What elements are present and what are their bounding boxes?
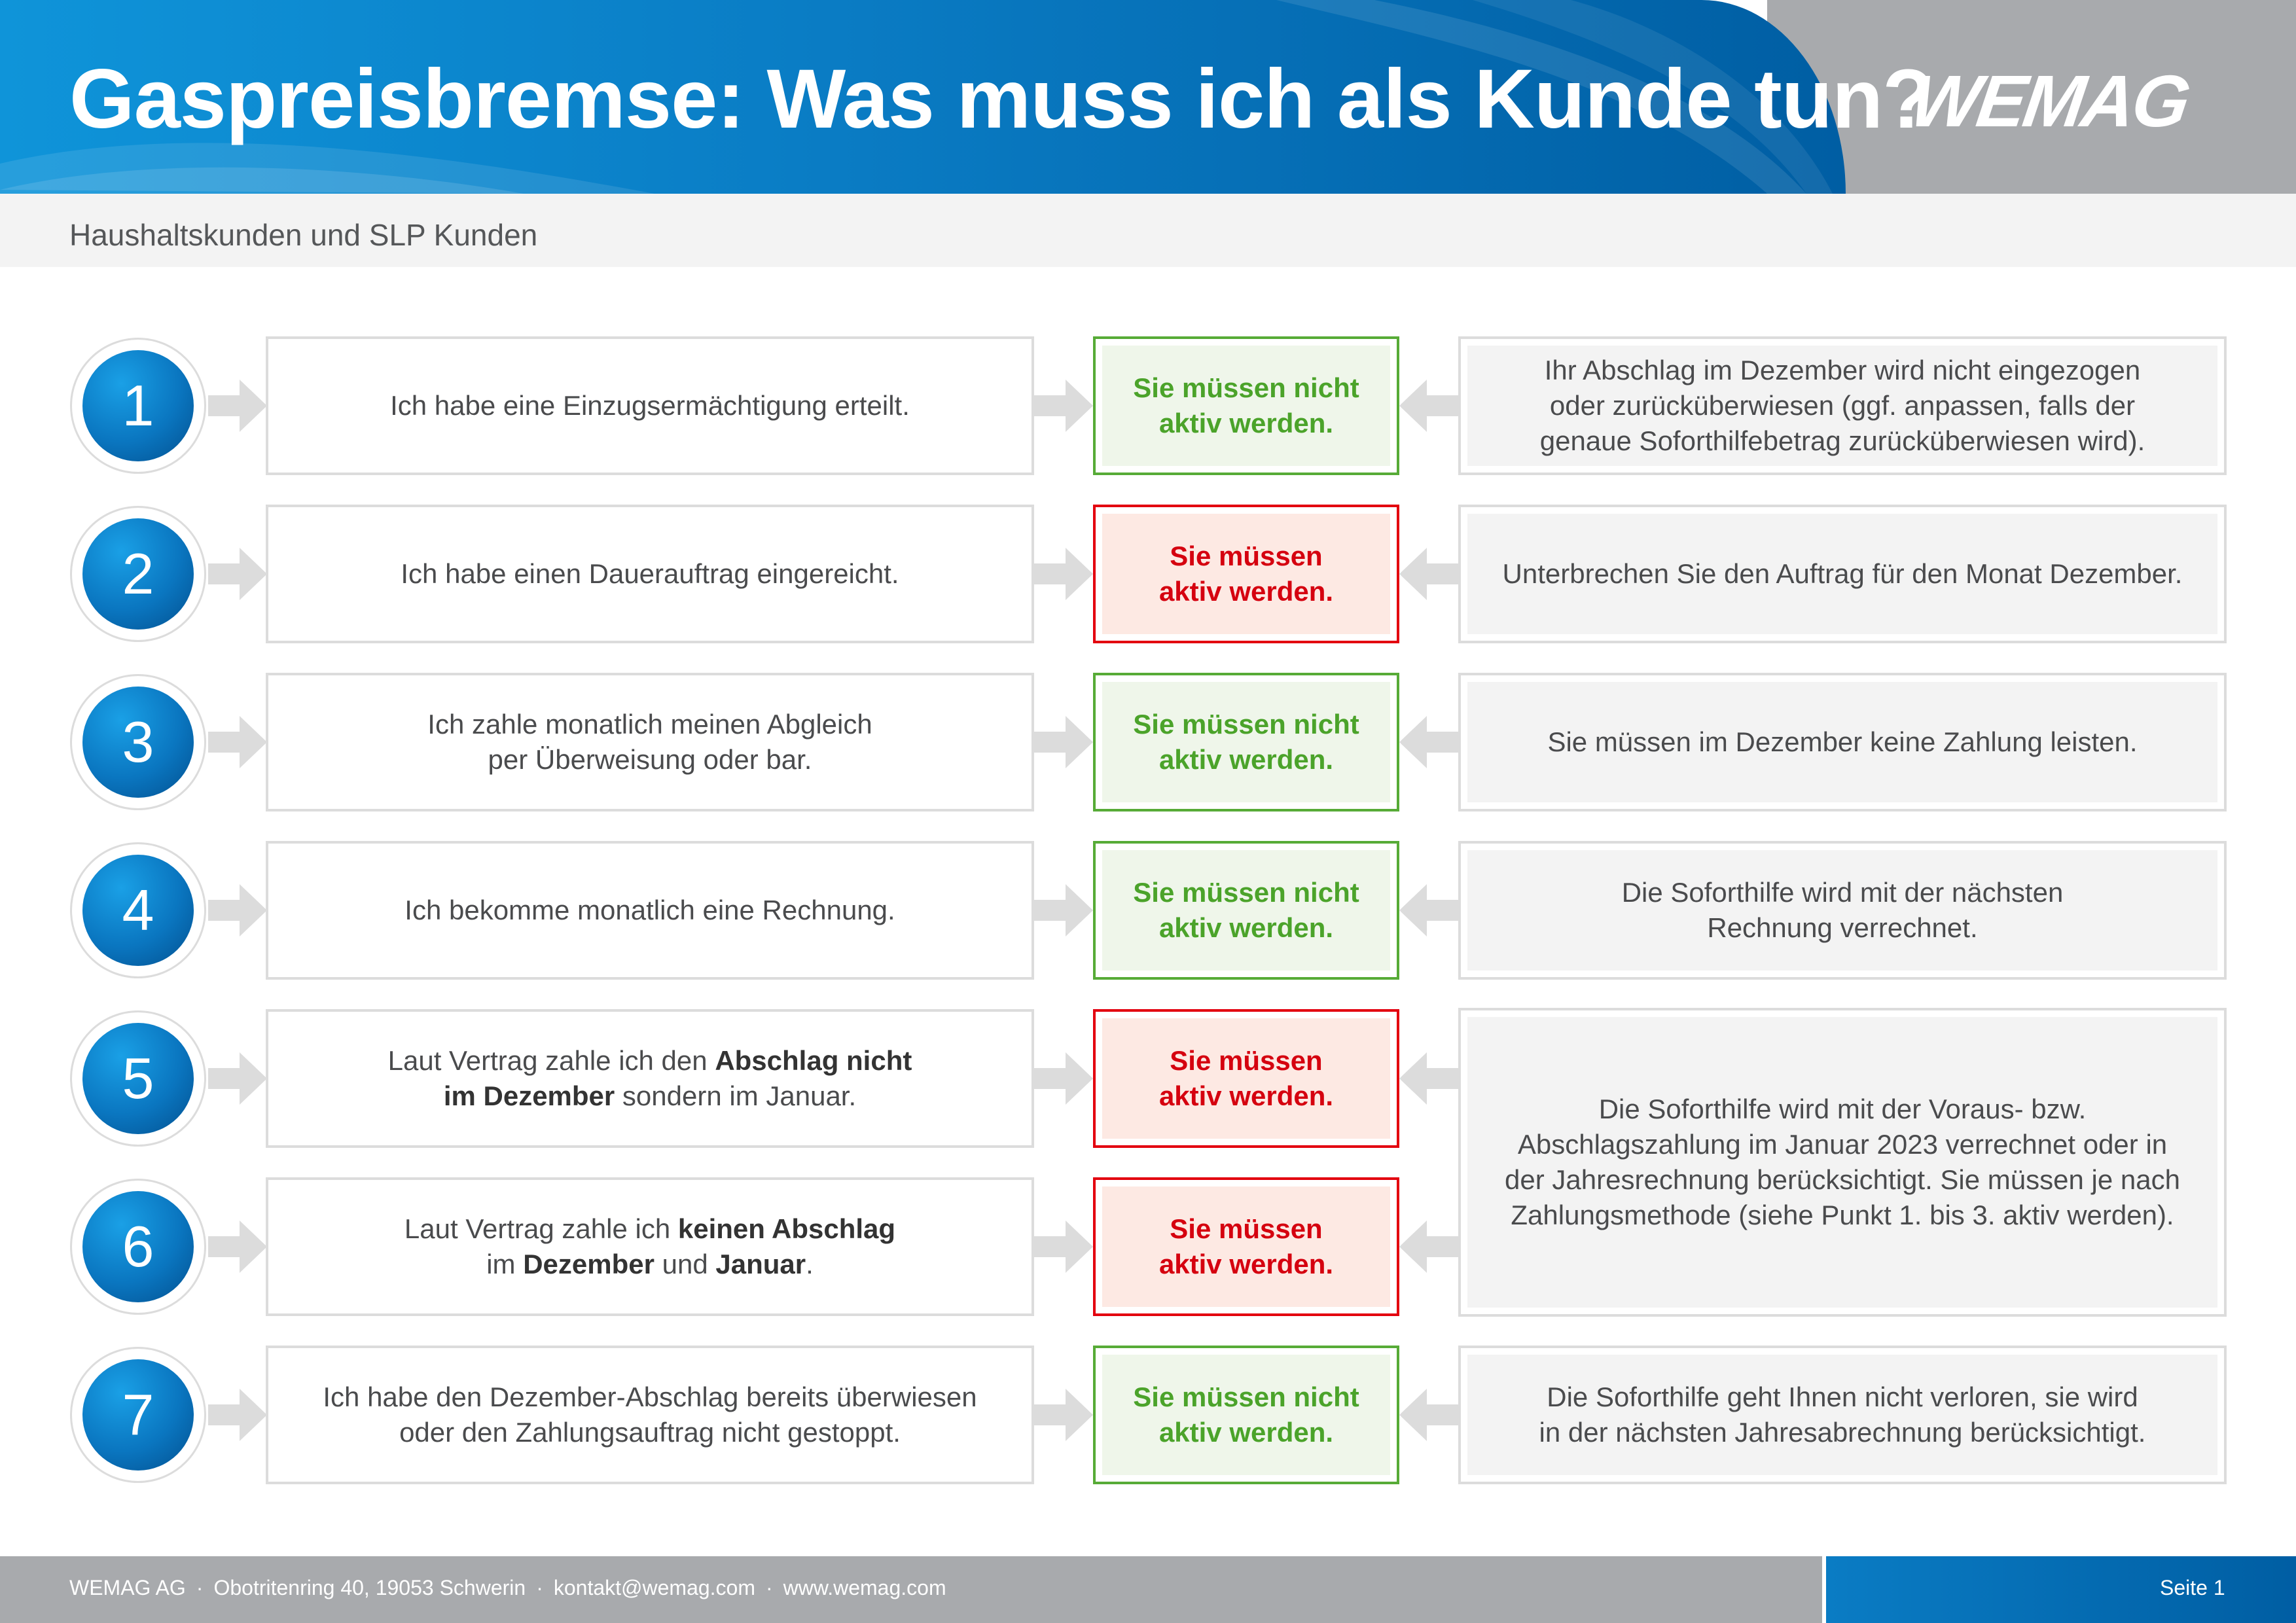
text-line: aktiv werden.: [1158, 408, 1334, 438]
arrow-right-icon: [1034, 1052, 1093, 1105]
note-text: [1467, 850, 2217, 971]
note-box: [1458, 336, 2227, 475]
text-line: aktiv werden.: [1158, 1080, 1334, 1111]
text-fragment: Laut Vertrag zahle ich: [404, 1213, 678, 1244]
footer-address: Obotritenring 40, 19053 Schwerin: [213, 1576, 526, 1599]
note-text: [1467, 682, 2217, 802]
arrow-left-icon: [1399, 1389, 1458, 1441]
emphasis-text: Januar: [715, 1249, 806, 1279]
text-line: aktiv werden.: [1158, 744, 1334, 775]
situation-box: [266, 1346, 1034, 1484]
arrow-right-icon: [208, 884, 267, 936]
emphasis-text: im Dezember: [443, 1080, 615, 1111]
step-row-1: [0, 336, 2296, 475]
arrow-right-icon: [208, 380, 267, 432]
text-line: Rechnung verrechnet.: [1707, 912, 1978, 943]
text-line: Ich zahle monatlich meinen Abgleich: [427, 709, 872, 740]
step-row-7: [0, 1346, 2296, 1484]
text-line: Sie müssen im Dezember keine Zahlung leisten.: [1547, 726, 2138, 757]
arrow-right-icon: [1034, 548, 1093, 600]
note-line: der Jahresrechnung berücksichtigt. Sie müssen je nach: [1505, 1164, 2180, 1195]
emphasis-text: Dezember: [523, 1249, 655, 1279]
no-action-box: [1093, 336, 1399, 475]
step-number: 5: [82, 1023, 194, 1134]
step-number: 7: [82, 1359, 194, 1471]
step-row-4: [0, 841, 2296, 980]
text-line: Unterbrechen Sie den Auftrag für den Monat Dezember.: [1502, 558, 2183, 589]
note-box: [1458, 673, 2227, 812]
text-line: Sie müssen: [1170, 1213, 1323, 1244]
note-box: [1458, 841, 2227, 980]
footer-separator: ·: [766, 1576, 773, 1599]
text-line: Ich habe den Dezember-Abschlag bereits überwiesen: [323, 1382, 977, 1412]
arrow-left-icon: [1399, 884, 1458, 936]
situation-text: [404, 893, 895, 928]
footer-separator: ·: [196, 1576, 204, 1599]
text-line: aktiv werden.: [1158, 1417, 1334, 1448]
emphasis-text: keinen Abschlag: [677, 1213, 896, 1244]
text-line: per Überweisung oder bar.: [488, 744, 812, 775]
situation-box: [266, 841, 1034, 980]
situation-text: [427, 707, 872, 777]
arrow-left-icon: [1399, 1221, 1458, 1273]
text-line: in der nächsten Jahresabrechnung berücksichtigt.: [1539, 1417, 2146, 1448]
text-line: Sie müssen nicht: [1133, 372, 1359, 403]
action-required-box: [1093, 505, 1399, 643]
step-number-badge: [70, 1179, 206, 1315]
header: [0, 0, 2296, 194]
situation-text: [388, 1043, 912, 1114]
step-number-badge: [70, 674, 206, 810]
step-number-badge: [70, 338, 206, 474]
situation-text: [323, 1380, 977, 1450]
step-row-3: [0, 673, 2296, 812]
text-line: oder zurücküberwiesen (ggf. anpassen, falls der: [1549, 390, 2136, 421]
step-row-2: [0, 505, 2296, 643]
arrow-right-icon: [208, 716, 267, 768]
note-box: [1458, 1346, 2227, 1484]
footer-website-link[interactable]: www.wemag.com: [783, 1576, 946, 1599]
action-text: [1102, 1186, 1390, 1307]
action-text: [1102, 1018, 1390, 1139]
situation-text: [401, 556, 899, 592]
step-number: 1: [82, 350, 194, 461]
note-line: Die Soforthilfe wird mit der Voraus- bzw.: [1598, 1094, 2087, 1124]
text-line: Sie müssen: [1170, 1045, 1323, 1076]
emphasis-text: Abschlag nicht: [715, 1045, 912, 1076]
arrow-left-icon: [1399, 380, 1458, 432]
step-number: 2: [82, 518, 194, 630]
text-line: genaue Soforthilfebetrag zurücküberwiesen wird).: [1539, 425, 2145, 456]
action-required-box: [1093, 1009, 1399, 1148]
note-text: [1467, 346, 2217, 466]
step-number-badge: [70, 1010, 206, 1147]
note-text: [1467, 1017, 2217, 1308]
step-number: 4: [82, 855, 194, 966]
arrow-right-icon: [1034, 1221, 1093, 1273]
text-fragment: .: [806, 1249, 814, 1279]
arrow-right-icon: [1034, 716, 1093, 768]
action-required-box: [1093, 1177, 1399, 1316]
situation-box: [266, 1009, 1034, 1148]
text-line: aktiv werden.: [1158, 1249, 1334, 1279]
page-number: Seite 1: [2160, 1576, 2225, 1599]
action-text: [1102, 346, 1390, 466]
text-line: Sie müssen nicht: [1133, 1382, 1359, 1412]
footer-email-link[interactable]: kontakt@wemag.com: [553, 1576, 755, 1599]
text-line: Die Soforthilfe wird mit der nächsten: [1621, 877, 2064, 908]
footer-blue-bar: [1826, 1556, 2296, 1623]
text-line: aktiv werden.: [1158, 576, 1334, 607]
situation-text: [404, 1211, 895, 1282]
arrow-left-icon: [1399, 548, 1458, 600]
text-fragment: und: [654, 1249, 716, 1279]
note-box: [1458, 505, 2227, 643]
situation-box: [266, 336, 1034, 475]
no-action-box: [1093, 1346, 1399, 1484]
no-action-box: [1093, 673, 1399, 812]
situation-box: [266, 505, 1034, 643]
text-line: aktiv werden.: [1158, 912, 1334, 943]
step-number-badge: [70, 842, 206, 978]
arrow-right-icon: [1034, 1389, 1093, 1441]
text-line: Sie müssen nicht: [1133, 877, 1359, 908]
text-line: Ich bekomme monatlich eine Rechnung.: [404, 895, 895, 925]
note-text: [1467, 514, 2217, 634]
no-action-box: [1093, 841, 1399, 980]
text-fragment: Laut Vertrag zahle ich den: [387, 1045, 715, 1076]
text-line: Ihr Abschlag im Dezember wird nicht eingezogen: [1544, 355, 2141, 385]
note-line: Zahlungsmethode (siehe Punkt 1. bis 3. aktiv werden).: [1511, 1200, 2174, 1230]
text-line: Sie müssen nicht: [1133, 709, 1359, 740]
arrow-right-icon: [208, 1221, 267, 1273]
action-text: [1102, 514, 1390, 634]
step-number: 3: [82, 687, 194, 798]
arrow-left-icon: [1399, 1052, 1458, 1105]
text-fragment: sondern im Januar.: [615, 1080, 857, 1111]
action-text: [1102, 850, 1390, 971]
note-text: [1467, 1355, 2217, 1475]
situation-box: [266, 1177, 1034, 1316]
arrow-right-icon: [208, 1389, 267, 1441]
arrow-right-icon: [1034, 380, 1093, 432]
note-line: Abschlagszahlung im Januar 2023 verrechnet oder in: [1517, 1129, 2168, 1160]
text-fragment: im: [486, 1249, 524, 1279]
action-text: [1102, 682, 1390, 802]
text-line: Die Soforthilfe geht Ihnen nicht verloren, sie wird: [1547, 1382, 2138, 1412]
situation-text: [390, 388, 910, 423]
wemag-logo: WEMAG: [1905, 60, 2193, 142]
step-number: 6: [82, 1191, 194, 1302]
note-box-rows-5-6: [1458, 1008, 2227, 1317]
footer-separator: ·: [536, 1576, 543, 1599]
text-line: Ich habe einen Dauerauftrag eingereicht.: [401, 558, 899, 589]
page-subtitle: Haushaltskunden und SLP Kunden: [69, 218, 538, 252]
text-line: Sie müssen: [1170, 541, 1323, 571]
footer-contact: [69, 1576, 946, 1600]
step-number-badge: [70, 506, 206, 642]
step-number-badge: [70, 1347, 206, 1483]
text-line: oder den Zahlungsauftrag nicht gestoppt.: [399, 1417, 901, 1448]
situation-box: [266, 673, 1034, 812]
footer-company: WEMAG AG: [69, 1576, 186, 1599]
arrow-right-icon: [1034, 884, 1093, 936]
text-line: Ich habe eine Einzugsermächtigung erteilt.: [390, 390, 910, 421]
action-text: [1102, 1355, 1390, 1475]
arrow-right-icon: [208, 548, 267, 600]
page-title: Gaspreisbremse: Was muss ich als Kunde tun?: [69, 52, 1933, 146]
arrow-left-icon: [1399, 716, 1458, 768]
arrow-right-icon: [208, 1052, 267, 1105]
